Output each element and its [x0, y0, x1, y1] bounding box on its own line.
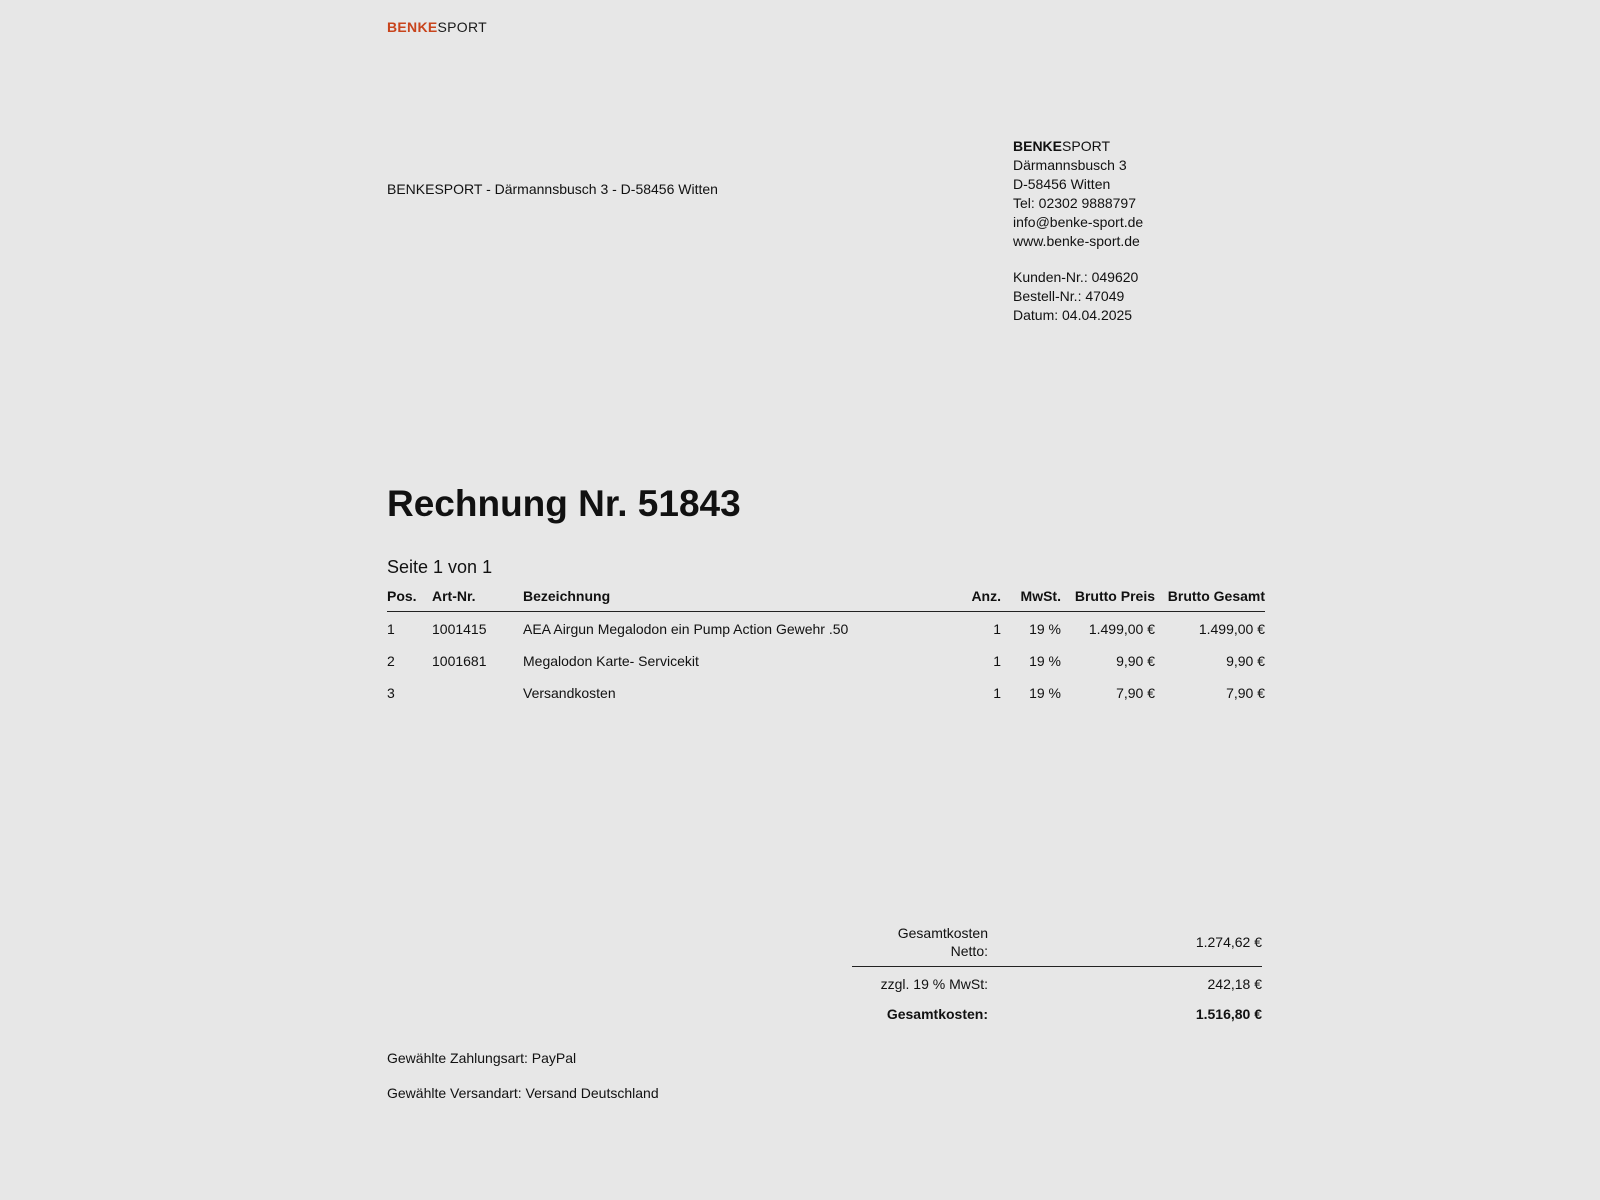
company-website: www.benke-sport.de [1013, 233, 1140, 249]
header-gross-total: Brutto Gesamt [1155, 584, 1265, 612]
cell-description: Megalodon Karte- Servicekit [523, 653, 699, 669]
company-logo [387, 19, 487, 35]
cell-gross-price: 1.499,00 € [1088, 621, 1155, 637]
gross-total-row [852, 1006, 1262, 1022]
cell-quantity: 1 [993, 653, 1001, 669]
header-vat: MwSt. [1001, 584, 1061, 612]
sender-address-line: BENKESPORT - Därmannsbusch 3 - D-58456 Witten [387, 181, 718, 197]
cell-gross-price: 7,90 € [1116, 685, 1155, 701]
page-count: Seite 1 von 1 [387, 557, 493, 577]
totals-block [852, 924, 1262, 1022]
cell-art-no [432, 676, 523, 708]
cell-vat: 19 % [1029, 621, 1061, 637]
invoice-items-table [387, 584, 1265, 708]
cell-quantity: 1 [993, 685, 1001, 701]
company-street: Därmannsbusch 3 [1013, 157, 1127, 173]
company-info-block [1013, 137, 1143, 325]
table-row [387, 644, 1265, 676]
header-description: Bezeichnung [523, 584, 961, 612]
vat-label: zzgl. 19 % MwSt: [880, 976, 988, 992]
cell-description: Versandkosten [523, 685, 616, 701]
header-pos: Pos. [387, 584, 432, 612]
header-gross-price: Brutto Preis [1061, 584, 1155, 612]
cell-gross-total: 7,90 € [1226, 685, 1265, 701]
table-row [387, 676, 1265, 708]
company-city: D-58456 Witten [1013, 176, 1111, 192]
cell-art-no: 1001415 [432, 621, 487, 637]
table-row [387, 612, 1265, 645]
logo-part-benke: BENKE [387, 19, 438, 35]
vat-value: 242,18 € [1207, 976, 1262, 992]
cell-pos: 2 [387, 653, 395, 669]
shipping-method: Gewählte Versandart: Versand Deutschland [387, 1085, 659, 1101]
payment-method: Gewählte Zahlungsart: PayPal [387, 1050, 577, 1066]
logo-part-sport: SPORT [437, 19, 487, 35]
company-phone: Tel: 02302 9888797 [1013, 195, 1136, 211]
cell-gross-total: 1.499,00 € [1198, 621, 1265, 637]
cell-vat: 19 % [1029, 685, 1061, 701]
vat-row [852, 976, 1262, 992]
gross-total-label: Gesamtkosten: [886, 1006, 988, 1022]
header-quantity: Anz. [961, 584, 1001, 612]
header-art-no: Art-Nr. [432, 584, 523, 612]
gross-total-value: 1.516,80 € [1195, 1006, 1262, 1022]
customer-number: Kunden-Nr.: 049620 [1013, 269, 1139, 285]
invoice-date: Datum: 04.04.2025 [1013, 307, 1133, 323]
cell-art-no: 1001681 [432, 653, 487, 669]
table-header-row [387, 584, 1265, 612]
cell-pos: 1 [387, 621, 395, 637]
cell-vat: 19 % [1029, 653, 1061, 669]
cell-gross-total: 9,90 € [1226, 653, 1265, 669]
invoice-title: Rechnung Nr. 51843 [387, 483, 741, 524]
net-total-row [852, 924, 1262, 967]
net-total-value: 1.274,62 € [1195, 934, 1262, 950]
cell-quantity: 1 [993, 621, 1001, 637]
cell-pos: 3 [387, 685, 395, 701]
order-number: Bestell-Nr.: 47049 [1013, 288, 1125, 304]
cell-gross-price: 9,90 € [1116, 653, 1155, 669]
company-name: BENKESPORT [1013, 138, 1110, 154]
net-total-label: Gesamtkosten Netto: [897, 925, 988, 959]
company-email: info@benke-sport.de [1013, 214, 1144, 230]
cell-description: AEA Airgun Megalodon ein Pump Action Gewehr .50 [523, 621, 849, 637]
